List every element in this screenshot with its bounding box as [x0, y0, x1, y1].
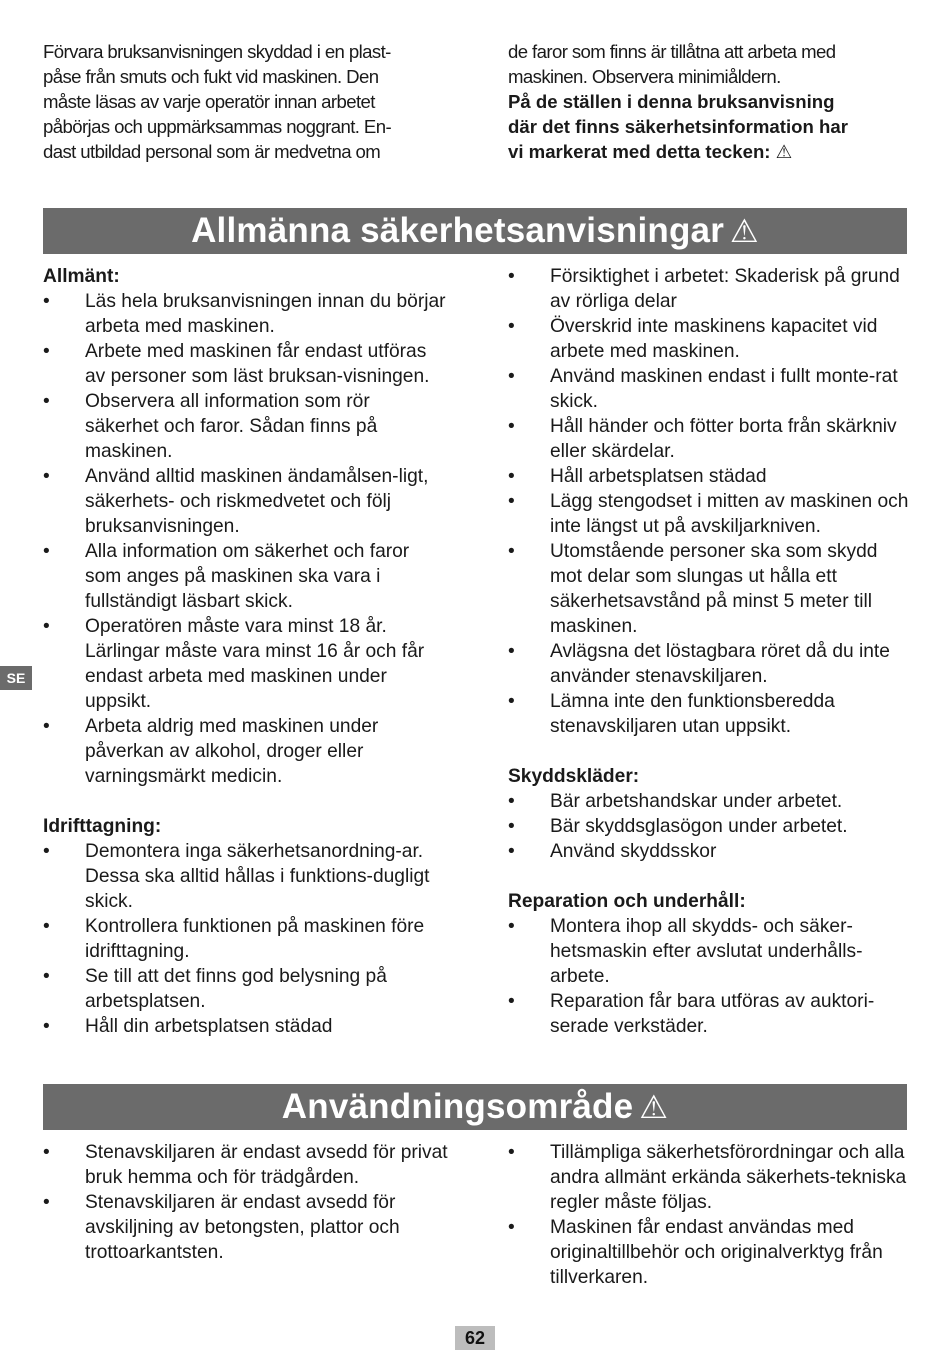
- list-item: • Demontera inga säkerhetsanordning-ar. Dessa ska alltid hållas i funktions-dugligt skick.: [43, 839, 448, 914]
- list-item: • Håll händer och fötter borta från skärkniv eller skärdelar.: [508, 414, 913, 464]
- section-banner-usage: [43, 1084, 907, 1130]
- list-item: • Lämna inte den funktionsberedda stenavskiljaren utan uppsikt.: [508, 689, 913, 739]
- intro-left: [43, 39, 463, 164]
- list-item: • Stenavskiljaren är endast avsedd för privat bruk hemma och för trädgården.: [43, 1140, 448, 1190]
- list-item: • Använd alltid maskinen ändamålsen-ligt, säkerhets- och riskmedvetet och följ bruksanvisningen.: [43, 464, 448, 539]
- list-item: • Arbete med maskinen får endast utföras av personer som läst bruksan-visningen.: [43, 339, 448, 389]
- bullet-list: [43, 1140, 448, 1265]
- bullet-list: [508, 264, 913, 739]
- section-heading: Skyddskläder:: [508, 766, 640, 787]
- section-heading: Reparation och underhåll:: [508, 891, 746, 912]
- intro-left-line: påse från smuts och fukt vid maskinen. Den: [43, 66, 379, 87]
- list-item: • Observera all information som rör säkerhet och faror. Sådan finns på maskinen.: [43, 389, 448, 464]
- intro-warning-line: På de ställen i denna bruksanvisning: [508, 91, 835, 112]
- list-item: • Utomstående personer ska som skydd mot delar som slungas ut hålla ett säkerhetsavstånd på minst 5 meter till maskinen.: [508, 539, 913, 639]
- section-banner-safety: [43, 208, 907, 254]
- intro-right-line: maskinen. Observera minimiåldern.: [508, 66, 781, 87]
- warning-icon: ⚠: [639, 1089, 669, 1125]
- list-item: • Maskinen får endast användas med originaltillbehör och originalverktyg från tillverkaren.: [508, 1215, 913, 1290]
- intro-left-line: måste läsas av varje operatör innan arbetet: [43, 91, 375, 112]
- list-item: • Håll arbetsplatsen städad: [508, 464, 913, 489]
- bullet-list: [43, 839, 448, 1039]
- intro-left-line: Förvara bruksanvisningen skyddad i en plast-: [43, 41, 391, 62]
- section-title: Allmänna säkerhetsanvisningar: [191, 211, 725, 250]
- page-number: 62: [455, 1326, 495, 1350]
- bullet-list: [43, 289, 448, 789]
- list-item: • Stenavskiljaren är endast avsedd för avskiljning av betongsten, plattor och trottoarkantsten.: [43, 1190, 448, 1265]
- list-item: • Kontrollera funktionen på maskinen före idrifttagning.: [43, 914, 448, 964]
- list-item: • Bär skyddsglasögon under arbetet.: [508, 814, 913, 839]
- warning-icon: ⚠: [730, 213, 759, 249]
- bullet-list: [508, 1140, 913, 1290]
- intro-left-line: dast utbildad personal som är medvetna om: [43, 141, 381, 162]
- safety-left-column: [43, 264, 448, 1039]
- list-item: • Använd maskinen endast i fullt monte-rat skick.: [508, 364, 913, 414]
- section-title: Användningsområde: [281, 1087, 634, 1126]
- list-item: • Överskrid inte maskinens kapacitet vid arbete med maskinen.: [508, 314, 913, 364]
- list-item: • Operatören måste vara minst 18 år. Lärlingar måste vara minst 16 år och får endast arbeta med maskinen under uppsikt.: [43, 614, 448, 714]
- safety-right-column: [508, 264, 913, 1039]
- bullet-list: [508, 914, 913, 1039]
- intro-left-line: påbörjas och uppmärksammas noggrant. En-: [43, 116, 392, 137]
- list-item: • Arbeta aldrig med maskinen under påverkan av alkohol, droger eller varningsmärkt medicin.: [43, 714, 448, 789]
- intro-right: [508, 39, 918, 164]
- list-item: • Tillämpliga säkerhetsförordningar och alla andra allmänt erkända säkerhets-tekniska regler måste följas.: [508, 1140, 913, 1215]
- list-item: • Läs hela bruksanvisningen innan du börjar arbeta med maskinen.: [43, 289, 448, 339]
- list-item: • Försiktighet i arbetet: Skaderisk på grund av rörliga delar: [508, 264, 913, 314]
- list-item: • Alla information om säkerhet och faror som anges på maskinen ska vara i fullständigt läsbart skick.: [43, 539, 448, 614]
- list-item: • Se till att det finns god belysning på arbetsplatsen.: [43, 964, 448, 1014]
- section-heading: Allmänt:: [43, 266, 120, 287]
- list-item: • Håll din arbetsplatsen städad: [43, 1014, 448, 1039]
- list-item: • Montera ihop all skydds- och säker-hetsmaskin efter avslutat underhålls-arbete.: [508, 914, 913, 989]
- intro-warning-line: där det finns säkerhetsinformation har: [508, 116, 848, 137]
- language-tab: SE: [0, 666, 32, 690]
- intro-warning-line: vi markerat med detta tecken: ⚠: [508, 141, 793, 162]
- section-heading: Idrifttagning:: [43, 816, 162, 837]
- list-item: • Lägg stengodset i mitten av maskinen och inte längst ut på avskiljarkniven.: [508, 489, 913, 539]
- usage-right-column: [508, 1140, 913, 1290]
- list-item: • Använd skyddsskor: [508, 839, 913, 864]
- list-item: • Avlägsna det löstagbara röret då du inte använder stenavskiljaren.: [508, 639, 913, 689]
- intro-right-line: de faror som finns är tillåtna att arbeta med: [508, 41, 836, 62]
- bullet-list: [508, 789, 913, 864]
- list-item: • Reparation får bara utföras av auktori-serade verkstäder.: [508, 989, 913, 1039]
- usage-left-column: [43, 1140, 448, 1265]
- list-item: • Bär arbetshandskar under arbetet.: [508, 789, 913, 814]
